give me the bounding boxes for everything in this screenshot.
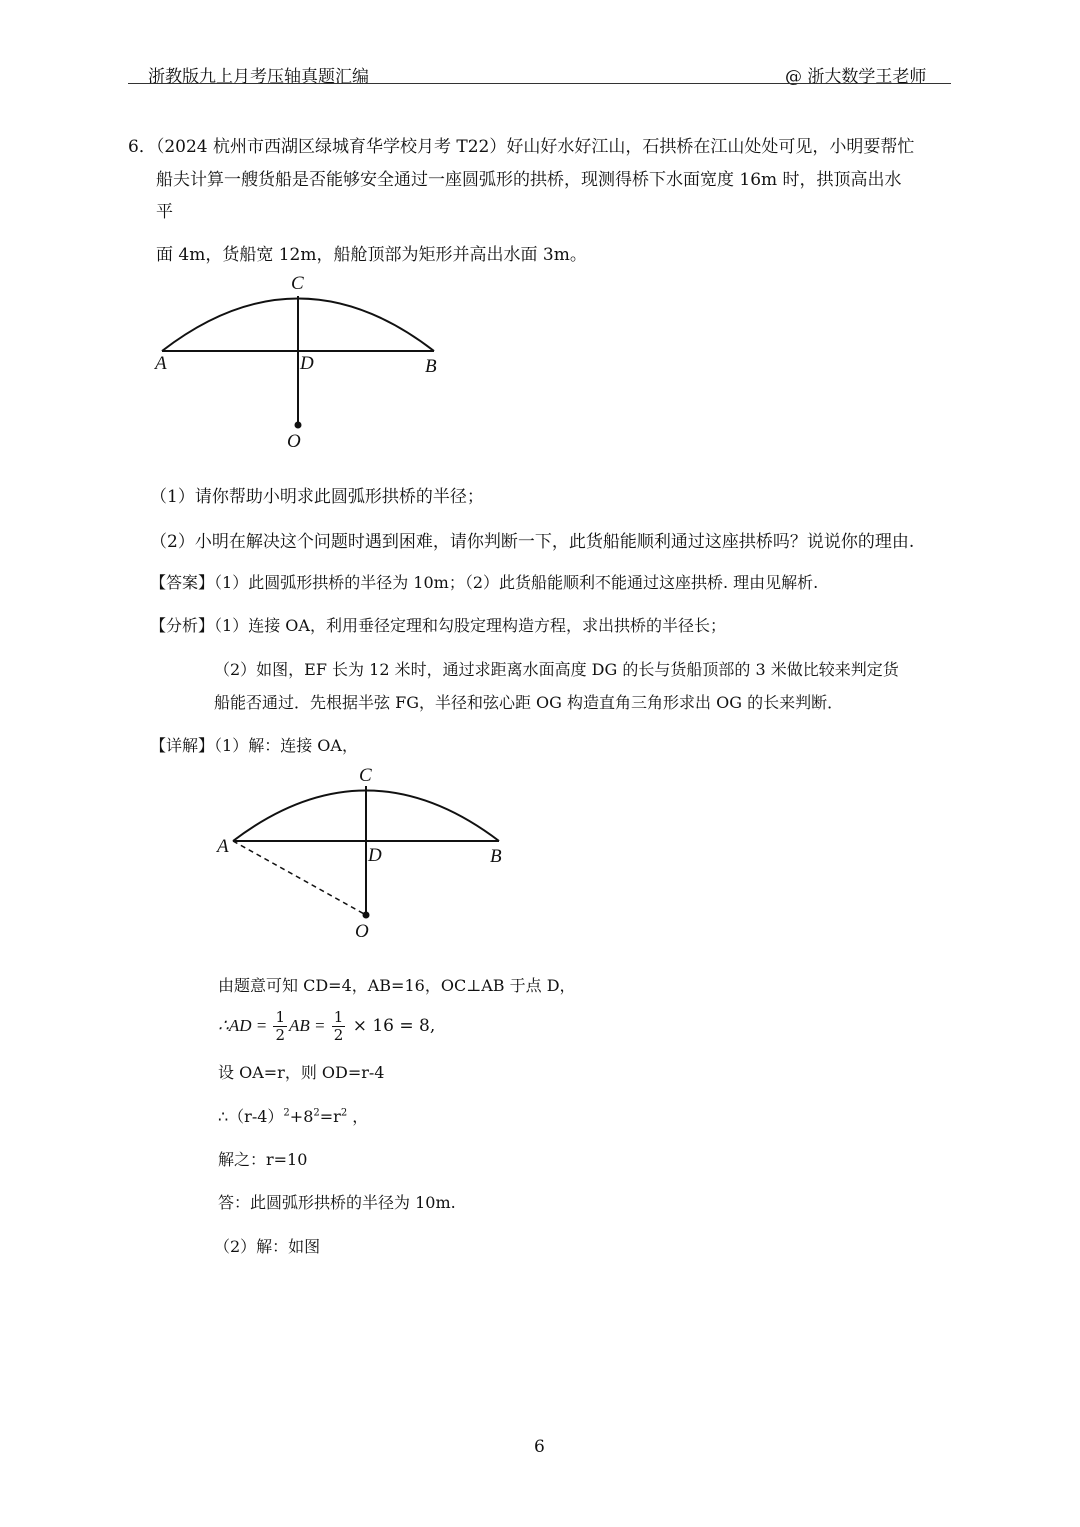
label-c: C: [359, 765, 372, 786]
problem-line-3: 平: [156, 202, 173, 222]
analysis-line-2: （2）如图，EF 长为 12 米时，通过求距离水面高度 DG 的长与货船顶部的 3 米做比较来判定货: [214, 660, 899, 679]
problem-line-2: 船夫计算一艘货船是否能够安全通过一座圆弧形的拱桥，现测得桥下水面宽度 16m 时，拱顶高出水: [156, 170, 902, 190]
eq-part-c: =r: [319, 1107, 341, 1126]
eq-part-a: ∴（r-4）: [218, 1107, 284, 1126]
question-2: （2）小明在解决这个问题时遇到困难，请你判断一下，此货船能顺利通过这座拱桥吗？说说你的理由.: [150, 532, 915, 552]
label-c: C: [291, 273, 304, 294]
header-left: 浙教版九上月考压轴真题汇编: [148, 67, 369, 87]
problem-line-1: 6．（2024 杭州市西湖区绿城育华学校月考 T22）好山好水好江山，石拱桥在江山处处可见，小明要帮忙: [128, 137, 915, 157]
label-o: O: [287, 431, 301, 452]
header-rule: [128, 83, 951, 84]
analysis-tag: 【分析】: [150, 616, 215, 635]
solution-ad-equation: [218, 1010, 435, 1043]
solution-solve: 解之：r=10: [218, 1150, 308, 1169]
bridge-figure-2: [212, 760, 512, 945]
header-right: @ 浙大数学王老师: [785, 67, 927, 87]
page-number: 6: [534, 1437, 545, 1457]
question-1: （1）请你帮助小明求此圆弧形拱桥的半径；: [150, 487, 484, 507]
label-a: A: [217, 836, 229, 857]
exponent: 2: [283, 1107, 290, 1119]
problem-line-4: 面 4m，货船宽 12m，船舱顶部为矩形并高出水面 3m。: [156, 245, 587, 265]
dashed-segment-ao: [233, 841, 366, 915]
answer-block: [150, 570, 818, 593]
label-d: D: [368, 845, 382, 866]
solution-given: 由题意可知 CD=4，AB=16，OC⊥AB 于点 D，: [218, 976, 576, 995]
label-o: O: [355, 921, 369, 942]
solution-conclusion: 答：此圆弧形拱桥的半径为 10m.: [218, 1193, 456, 1212]
ad-prefix: ∴AD =: [218, 1016, 272, 1035]
label-b: B: [425, 356, 437, 377]
detail-tag: 【详解】: [150, 736, 215, 755]
ad-mid: AB =: [289, 1016, 330, 1035]
bridge-figure-1: [150, 270, 450, 455]
label-b: B: [490, 846, 502, 867]
analysis-line-3: 船能否通过．先根据半弦 FG，半径和弦心距 OG 构造直角三角形求出 OG 的长来判断．: [214, 693, 844, 712]
fraction-numerator: 1: [333, 1008, 344, 1026]
eq-part-b: +8: [289, 1107, 314, 1126]
solution-pythagoras: [218, 1104, 368, 1127]
detail-intro: （1）解：连接 OA，: [214, 736, 358, 755]
label-a: A: [155, 353, 167, 374]
fraction-denominator: 2: [275, 1026, 285, 1044]
analysis-line-1: （1）连接 OA，利用垂径定理和勾股定理构造方程，求出拱桥的半径长；: [214, 616, 726, 635]
fraction-numerator: 1: [275, 1008, 285, 1026]
center-point-o: [295, 422, 302, 429]
exponent: 2: [340, 1107, 348, 1119]
center-point-o: [363, 912, 370, 919]
fraction-half-1: [273, 1010, 287, 1043]
solution-part-2: （2）解：如图: [214, 1237, 321, 1256]
analysis-line-1-block: [150, 613, 726, 636]
label-d: D: [300, 353, 314, 374]
answer-text: （1）此圆弧形拱桥的半径为 10m；（2）此货船能顺利不能通过这座拱桥. 理由见解析.: [214, 573, 819, 592]
fraction-denominator: 2: [333, 1026, 344, 1044]
fraction-half-2: [332, 1010, 346, 1043]
eq-part-d: ，: [347, 1107, 369, 1126]
ad-tail: × 16 = 8,: [347, 1016, 436, 1036]
exponent: 2: [313, 1107, 320, 1119]
answer-tag: 【答案】: [150, 573, 215, 592]
solution-let: 设 OA=r，则 OD=r-4: [218, 1063, 385, 1082]
detail-intro-block: [150, 733, 358, 756]
